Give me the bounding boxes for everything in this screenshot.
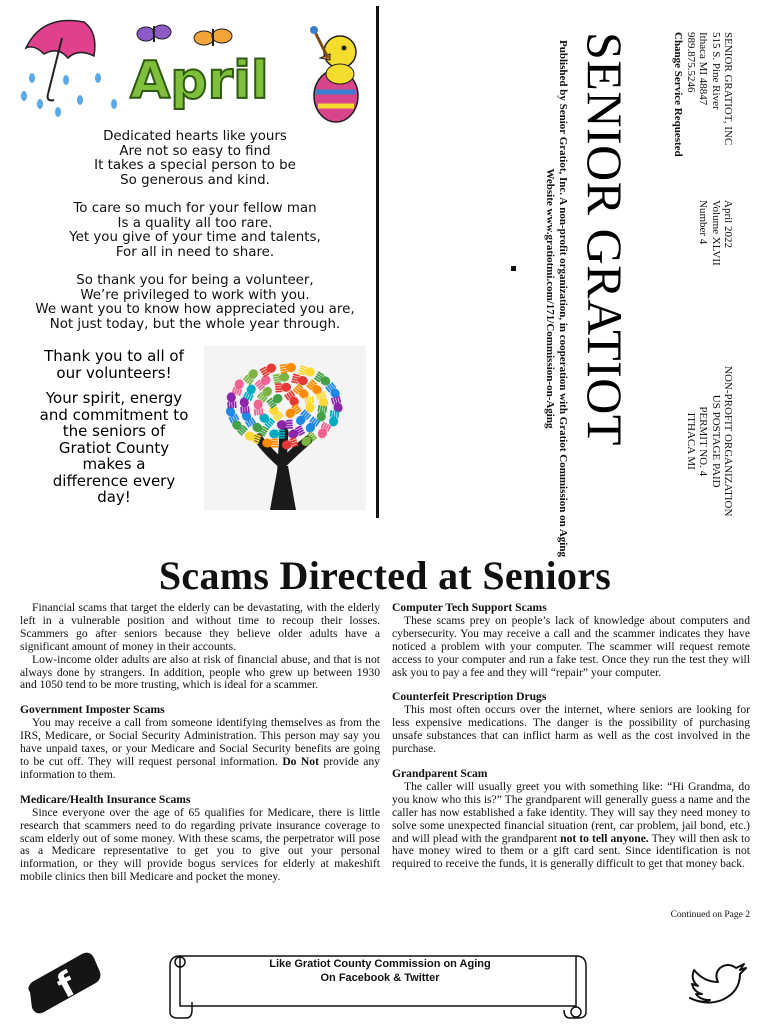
publisher-info: Published by Senior Gratiot, Inc. A non-profit organization, in cooperation with Gratiot Commission on Aging Website www.gratiotmi.com/171/Commission-on-Aging: [544, 40, 569, 557]
hand-print-icon: [298, 365, 316, 377]
hand-print-icon: [273, 372, 291, 384]
paragraph: Low-income older adults are also at risk of financial abuse, and that is not always done by strangers. In addition, people who grew up between 1930 and 1050 tend to be more trusting, which is ideal for a scammer.: [20, 652, 380, 692]
masthead-dot: [511, 266, 516, 271]
hand-print-icon: [277, 420, 293, 430]
masthead-title: SENIOR GRATIOT: [577, 32, 633, 446]
hand-print-icon: [316, 405, 327, 422]
poem-stanza-3: [10, 274, 380, 332]
poem-line: Dedicated hearts like yours: [103, 129, 287, 144]
hand-print-icon: [291, 373, 309, 386]
section-heading: Counterfeit Prescription Drugs: [392, 690, 547, 704]
hand-print-icon: [275, 382, 292, 392]
poem-line: So generous and kind.: [120, 172, 270, 188]
return-address: SENIOR GRATIOT, INC 515 S. Pine River Ithaca MI 48847 989.875.5246 Change Service Requested: [672, 32, 734, 157]
hand-tree-icon: [204, 346, 366, 510]
facebook-icon[interactable]: [24, 948, 102, 1018]
raindrops-icon: [21, 73, 117, 117]
hand-print-icon: [304, 396, 314, 413]
article-column-left: [20, 602, 380, 884]
paragraph: Since everyone over the age of 65 qualifies for Medicare, there is little research that scammers need to do regarding private insurance coverage to scam elderly out of some money. With these scams, the perpetrator will pose as a Medicare representative to get you to give out your personal information, or they will provide bogus services for elderly at makeshift mobile clinics then bill Medicare and pocket the money.: [20, 805, 380, 884]
section-heading: Medicare/Health Insurance Scams: [20, 792, 191, 806]
twitter-bird-icon[interactable]: [686, 962, 750, 1010]
section-heading: Grandparent Scam: [392, 766, 488, 780]
poem-line: It takes a special person to be: [94, 158, 296, 174]
april-header-art: [18, 8, 370, 126]
paragraph: These scams prey on people’s lack of knowledge about computers and cybersecurity. You may receive a call and the scammer indicates they have noticed a problem with your computer. The scammer will request remote access to your computer and run a fake test. Once they run the test they will ask you to pay a fee and they will “repair” your computer.: [392, 613, 750, 679]
poem-line: Yet you give of your time and talents,: [69, 230, 321, 246]
paragraph: This most often occurs over the internet, where seniors are looking for less expensive medications. The danger is the possibility of purchasing unsafe substances that can inflict harm as well as the cost involved in the purchase.: [392, 703, 750, 756]
poem-line: For all in need to share.: [115, 244, 275, 260]
hand-print-icon: [329, 410, 340, 427]
hand-print-icon: [226, 392, 236, 409]
april-word: April: [130, 51, 269, 111]
svg-text:f: f: [50, 964, 83, 1007]
section-heading: Computer Tech Support Scams: [392, 601, 547, 614]
paragraph: You may receive a call from someone identifying themselves as from the IRS, Medicare, or Social Security Administration. This person may say you have unpaid taxes, or your Medicare and Social Security benefits are going to be cut off. They will request personal information. Do Not provide any information to them.: [20, 716, 380, 781]
column-divider: [376, 6, 379, 518]
article-column-right: [392, 602, 750, 871]
poem-line: We’re privileged to work with you.: [80, 287, 310, 303]
poem-line: Is a quality all too rare.: [117, 215, 273, 231]
continued-note: Continued on Page 2: [670, 910, 750, 920]
poem-line: Not just today, but the whole year through.: [49, 316, 341, 332]
poem-line: Are not so easy to find: [119, 143, 271, 159]
hand-print-icon: [316, 421, 331, 439]
paragraph: The caller will usually greet you with something like: “Hi Grandma, do you know who this is?” The grandparent will generally guess a name and the caller has now established a fake identity. They will say they need money to solve some unexpected financial situation (rent, car problem, jail bond, etc.) and will plead with the grandparent not to tell anyone. They will then ask to have money wired to them or a gift card sent. Since identification is not required to receive the funds, it is generally difficult to get that money back.: [392, 779, 750, 871]
poem-stanza-1: [10, 130, 380, 188]
section-heading: Government Imposter Scams: [20, 703, 165, 717]
poem-line: We want you to know how appreciated you are,: [35, 302, 355, 318]
hand-print-icon: [314, 371, 332, 387]
poem-stanza-2: [10, 202, 380, 260]
paragraph: Financial scams that target the elderly can be devastating, with the elderly left in a vulnerable position and without time to recoup their losses. Scammers go after seniors because they believe older adults have a significant amount of money in their accounts.: [20, 601, 380, 653]
poem-line: So thank you for being a volunteer,: [76, 273, 314, 288]
chick-on-egg-icon: [310, 26, 358, 122]
article-headline: Scams Directed at Seniors: [158, 553, 612, 598]
social-media-banner: Like Gratiot County Commission on Aging On Facebook & Twitter: [269, 958, 491, 984]
postage-indicia: NON-PROFIT ORGANIZATION US POSTAGE PAID PERMIT NO. 4 ITHACA MI: [684, 366, 734, 517]
poem-line: To care so much for your fellow man: [73, 201, 317, 216]
issue-info: April 2022 Volume XLVII Number 4: [697, 200, 734, 266]
thank-you-volunteers: Thank you to all of our volunteers!: [44, 347, 184, 382]
hand-print-icon: [262, 438, 278, 447]
butterfly-icon: [137, 25, 171, 42]
butterfly-icon: [194, 29, 232, 46]
hand-print-icon: [279, 362, 296, 373]
hand-print-icon: [253, 399, 263, 416]
umbrella-icon: [26, 20, 95, 100]
hand-print-icon: [331, 396, 344, 414]
spirit-message: Your spirit, energy and commitment to the seniors of Gratiot County makes a difference every day!: [39, 389, 189, 506]
